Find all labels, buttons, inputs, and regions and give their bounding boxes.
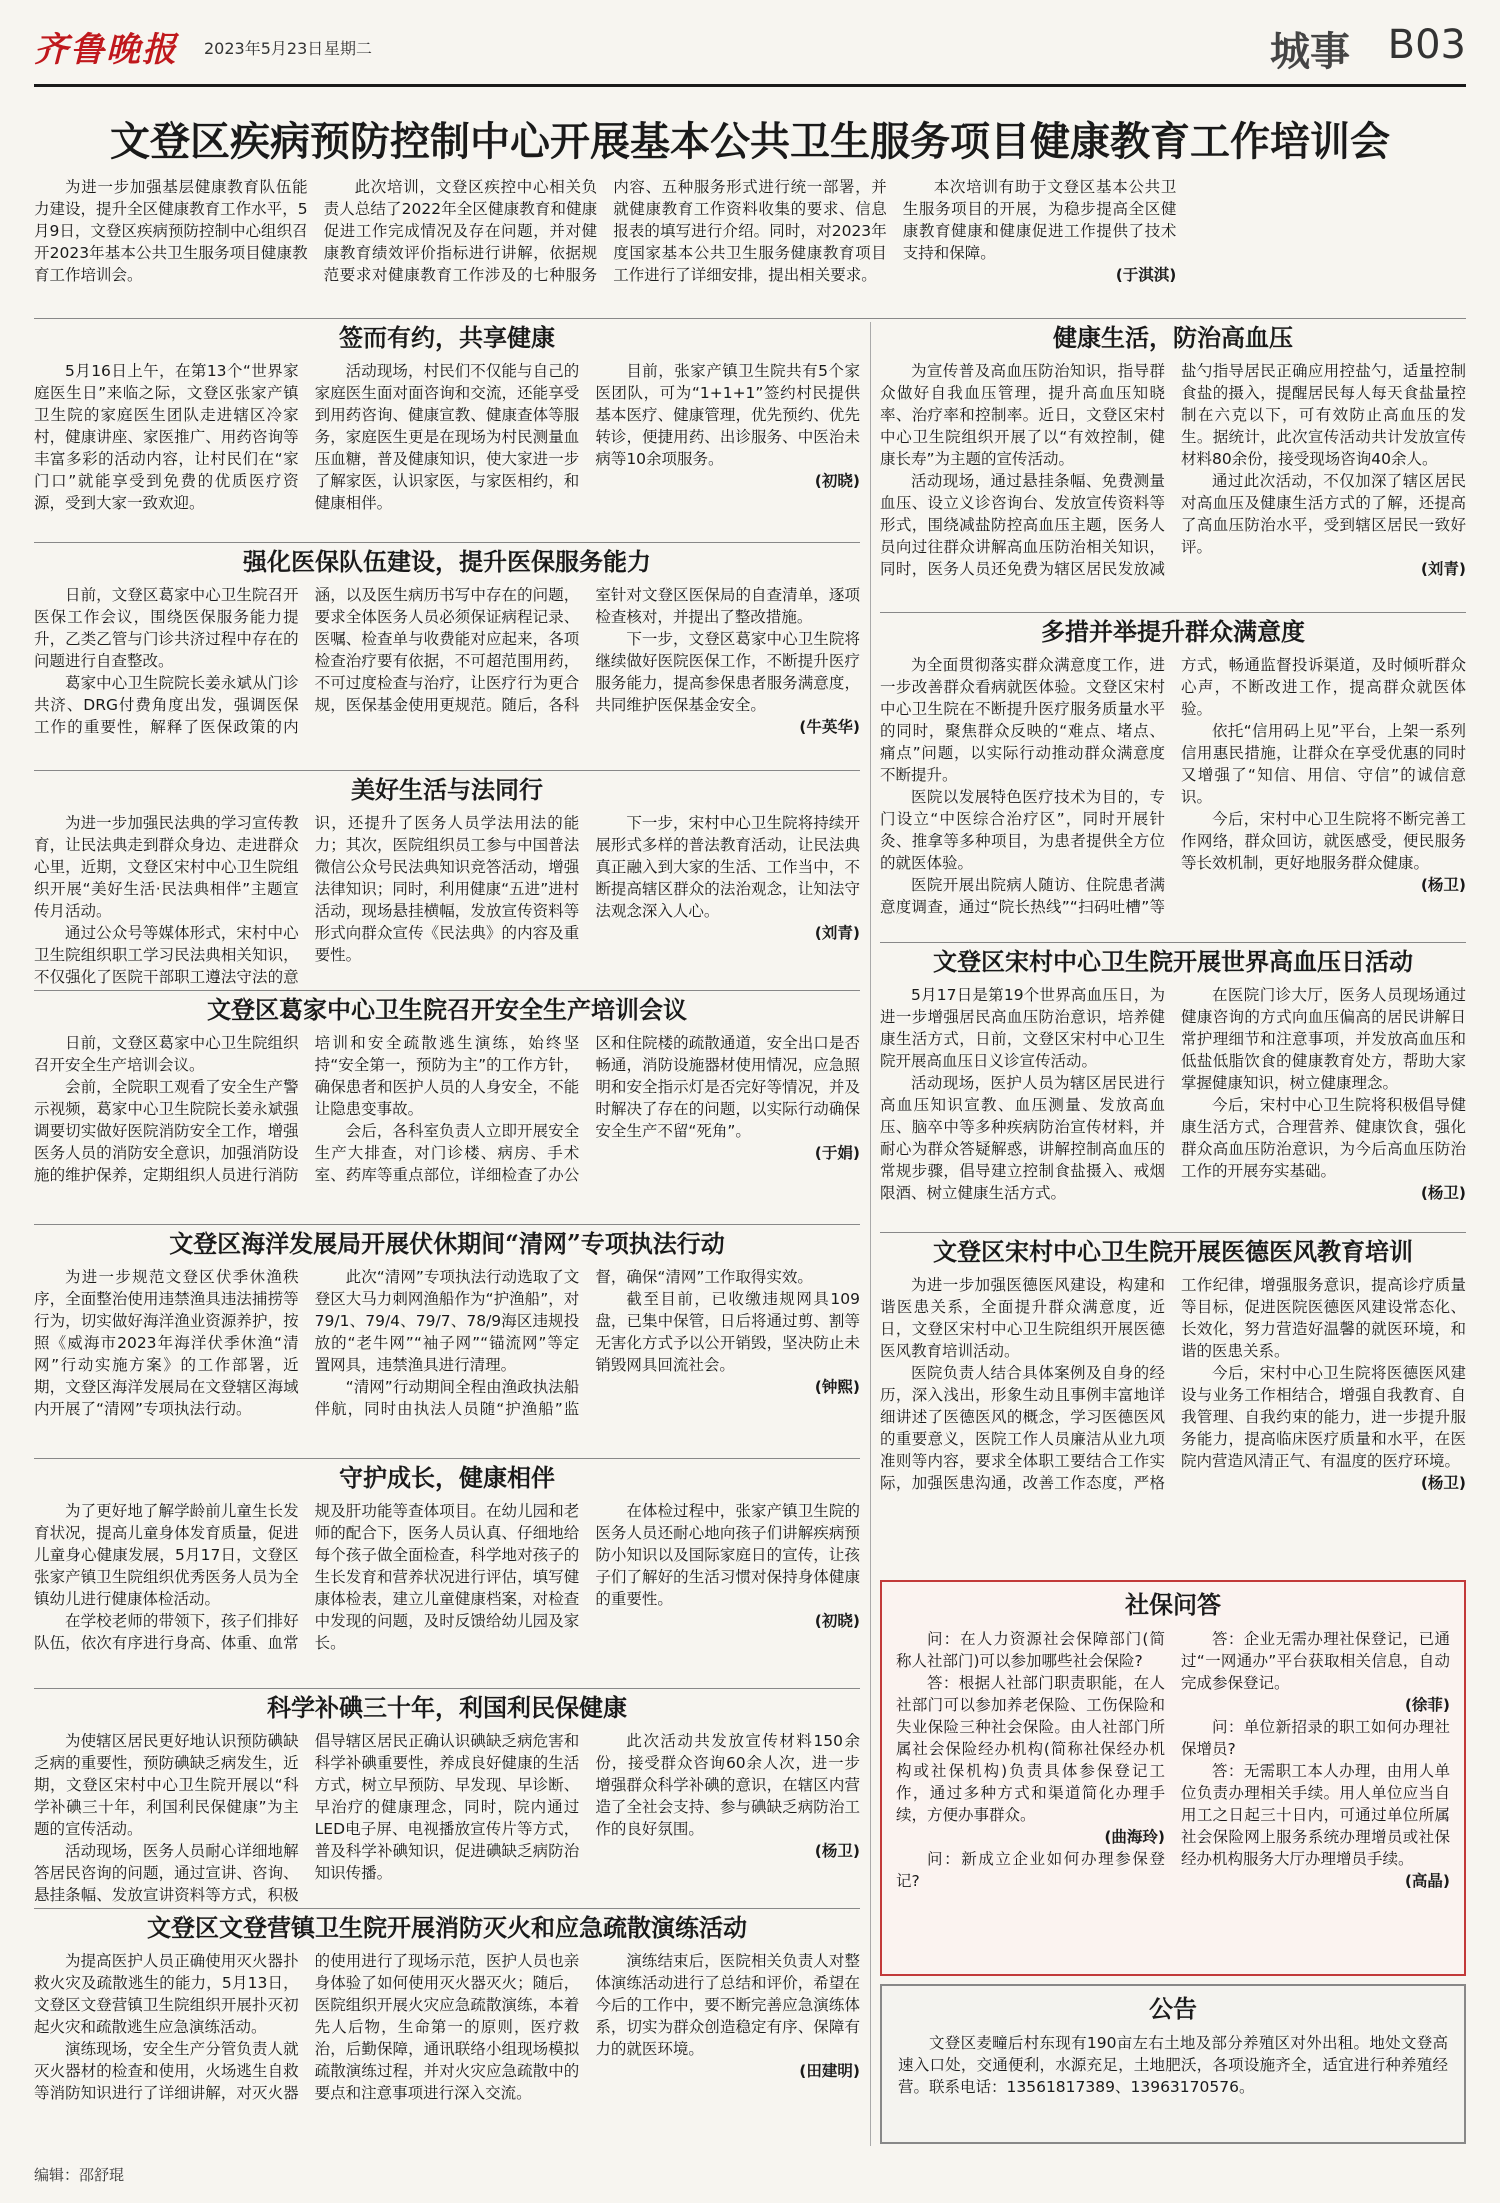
paragraph: 演练现场，安全生产分管负责人就灭火器材的检查和使用，火场逃生自救等消防知识进行了详细讲解，对灭火器的使用进行了现场示范，医护人员也亲身体验了如何使用灭火器灭火；随后，医院组织开展火灾应急疏散演练，本着先人后物，生命第一的原则，医疗救治，后勤保障，通讯联络小组现场模拟疏散演练过程，并对火灾应急疏散中的要点和注意事项进行深入交流。	[34, 1952, 580, 2102]
byline: (刘青)	[1420, 560, 1466, 578]
article	[34, 1462, 860, 1684]
article-title: 签而有约，共享健康	[339, 323, 555, 352]
editor-credit: 编辑：邵舒琨	[34, 2166, 125, 2184]
article-body	[34, 584, 860, 738]
qa-answer: 答：根据人社部门职责职能，在人社部门可以参加养老保险、工伤保险和失业保险三种社会保险。由人社部门所属社会保险经办机构(简称社保经办机构或社保机构)负责具体参保登记工作，通过多种方式和渠道简化办理手续，方便办事群众。	[896, 1674, 1165, 1824]
byline: (杨卫)	[1420, 1184, 1466, 1202]
article-title: 文登区宋村中心卫生院开展世界高血压日活动	[933, 947, 1413, 976]
article	[34, 546, 860, 768]
article	[34, 1912, 860, 2148]
qa-body	[882, 1628, 1464, 1958]
byline: (于淇淇)	[1115, 266, 1177, 284]
paragraph: 活动现场，村民们不仅能与自己的家庭医生面对面咨询和交流，还能享受到用药咨询、健康宣教、健康查体等服务，家庭医生更是在现场为村民测量血压血糖，普及健康知识，使大家进一步了解家医，认识家医，与家医相约，和健康相伴。	[314, 362, 580, 512]
paragraph: 为进一步加强民法典的学习宣传教育，让民法典走到群众身边、走进群众心里，近期，文登区宋村中心卫生院组织开展“美好生活·民法典相伴”主题宣传月活动。	[34, 814, 299, 920]
article	[34, 322, 860, 538]
article-body	[880, 984, 1466, 1204]
paragraph: 会后，各科室负责人立即开展安全生产大排查，对门诊楼、病房、手术室、药库等重点部位，详细检查了办公区和住院楼的疏散通道，安全出口是否畅通，消防设施器材使用情况，应急照明和安全指示灯是否完好等情况，并及时解决了存在的问题，以实际行动确保安全生产不留“死角”。	[314, 1034, 860, 1184]
article-title: 健康生活，防治高血压	[1053, 323, 1293, 352]
lead-paragraph: 此次培训，文登区疾控中心相关负责人总结了2022年全区健康教育和健康促进工作完成情况及存在问题，并对健康教育绩效评价指标进行讲解，依据规范要求对健康教育工作涉及的七种服务内容、五种服务形式进行统一部署，并就健康教育工作资料收集的要求、信息报表的填写进行介绍。同时，对2023年度国家基本公共卫生服务健康教育项目工作进行了详细安排，提出相关要求。	[323, 178, 887, 284]
byline: (刘青)	[814, 924, 860, 942]
paragraph: 葛家中心卫生院院长姜永斌从门诊共济、DRG付费角度出发，强调医保工作的重要性，解释了医保政策的内涵，以及医生病历书写中存在的问题，要求全体医务人员必须保证病程记录、医嘱、检查单与收费能对应起来，各项检查治疗要有依据，不可超范围用药，不可过度检查与治疗，让医疗行为更合规，医保基金使用更规范。随后，各科室针对文登区医保局的自查清单，逐项检查核对，并提出了整改措施。	[34, 586, 860, 736]
divider	[880, 942, 1466, 943]
qa-title: 社保问答	[1125, 1590, 1221, 1619]
article-body	[34, 812, 860, 986]
paragraph: 通过此次活动，不仅加深了辖区居民对高血压及健康生活方式的了解，还提高了高血压防治水平，受到辖区居民一致好评。	[1181, 472, 1466, 556]
paragraph: 活动现场，医护人员为辖区居民进行高血压知识宣教、血压测量、发放高血压、脑卒中等多种疾病防治宣传材料，并耐心为群众答疑解惑，讲解控制高血压的常规步骤，倡导建立控制食盐摄入、戒烟限酒、树立健康生活方式。	[880, 1074, 1165, 1202]
article-body	[880, 1274, 1466, 1494]
paragraph: 医院开展出院病人随访、住院患者满意度调查，通过“院长热线”“扫码吐槽”等方式，畅通监督投诉渠道，及时倾听群众心声，不断改进工作，提高群众就医体验。	[880, 656, 1466, 916]
article-title: 强化医保队伍建设，提升医保服务能力	[243, 547, 651, 576]
paragraph: 活动现场，医务人员耐心详细地解答居民咨询的问题，通过宣讲、咨询、悬挂条幅、发放宣讲资料等方式，积极倡导辖区居民正确认识碘缺乏病危害和科学补碘重要性，养成良好健康的生活方式，树立早预防、早发现、早诊断、早治疗的健康理念，同时，院内通过LED电子屏、电视播放宣传片等方式，普及科学补碘知识，促进碘缺乏病防治知识传播。	[34, 1732, 580, 1904]
main-headline: 文登区疾病预防控制中心开展基本公共卫生服务项目健康教育工作培训会	[110, 118, 1390, 165]
issue-date: 2023年5月23日	[204, 39, 324, 58]
paragraph: 通过公众号等媒体形式，宋村中心卫生院组织职工学习民法典相关知识，不仅强化了医院干部职工遵法守法的意识，还提升了医务人员学法用法的能力；其次，医院组织员工参与中国普法微信公众号民法典知识竞答活动，增强法律知识；同时，利用健康“五进”进村活动，现场悬挂横幅，发放宣传资料等形式向群众宣传《民法典》的内容及重要性。	[34, 814, 580, 986]
article-body	[880, 360, 1466, 580]
paragraph: 目前，张家产镇卫生院共有5个家医团队，可为“1+1+1”签约村民提供基本医疗、健康管理，优先预约、优先转诊，便捷用药、出诊服务、中医治未病等10余项服务。	[595, 362, 860, 468]
paragraph: 下一步，文登区葛家中心卫生院将继续做好医院医保工作，不断提升医疗服务能力，提高参保患者服务满意度，共同维护医保基金安全。	[595, 630, 860, 714]
paragraph: 日前，文登区葛家中心卫生院组织召开安全生产培训会议。	[34, 1034, 299, 1074]
byline: (牛英华)	[799, 718, 860, 736]
divider	[880, 1232, 1466, 1233]
paragraph: 此次“清网”专项执法行动选取了文登区大马力刺网渔船作为“护渔船”，对79/1、79/4、79/7、78/9海区违规投放的“老牛网”“袖子网”“锚流网”等定置网具，违禁渔具进行清理。	[314, 1268, 580, 1374]
paragraph: 医院以发展特色医疗技术为目的，专门设立“中医综合治疗区”，同时开展针灸、推拿等多种项目，为患者提供全方位的就医体验。	[880, 788, 1165, 872]
qa-answer: 答：无需职工本人办理，由用人单位负责办理相关手续。用人单位应当自用工之日起三十日内，可通过单位所属社会保险网上服务系统办理增员或社保经办机构服务大厅办理增员手续。	[1181, 1762, 1450, 1868]
paragraph: 为了更好地了解学龄前儿童生长发育状况，提高儿童身体发育质量，促进儿童身心健康发展，5月17日，文登区张家产镇卫生院组织优秀医务人员为全镇幼儿进行健康体检活动。	[34, 1502, 299, 1608]
article-title: 文登区海洋发展局开展伏休期间“清网”专项执法行动	[169, 1229, 725, 1258]
article-title: 文登区宋村中心卫生院开展医德医风教育培训	[933, 1237, 1413, 1266]
article-title: 多措并举提升群众满意度	[1041, 617, 1305, 646]
article-title: 文登区葛家中心卫生院召开安全生产培训会议	[207, 995, 687, 1024]
divider	[34, 1458, 860, 1459]
paragraph: 在医院门诊大厅，医务人员现场通过健康咨询的方式向血压偏高的居民讲解日常护理细节和注意事项，并发放高血压和低盐低脂饮食的健康教育处方，帮助大家掌握健康知识，树立健康理念。	[1181, 986, 1466, 1092]
paragraph: 今后，宋村中心卫生院将医德医风建设与业务工作相结合，增强自我教育、自我管理、自我约束的能力，进一步提升服务能力，提高临床医疗质量和水平，在医院内营造风清正气、有温度的医疗环境。	[1181, 1364, 1466, 1470]
paragraph: “清网”行动期间全程由渔政执法船伴航，同时由执法人员随“护渔船”监督，确保“清网”工作取得实效。	[314, 1268, 813, 1418]
paragraph: 为全面贯彻落实群众满意度工作，进一步改善群众看病就医体验。文登区宋村中心卫生院在不断提升医疗服务质量水平的同时，聚焦群众反映的“难点、堵点、痛点”问题，以实际行动推动群众满意度不断提升。	[880, 656, 1165, 784]
paragraph: 在学校老师的带领下，孩子们排好队伍，依次有序进行身高、体重、血常规及肝功能等查体项目。在幼儿园和老师的配合下，医务人员认真、仔细地给每个孩子做全面检查，科学地对孩子的生长发育和营养状况进行评估，填写健康体检表，建立儿童健康档案，对检查中发现的问题，及时反馈给幼儿园及家长。	[34, 1502, 580, 1652]
qa-question: 问：新成立企业如何办理参保登记?	[896, 1850, 1165, 1890]
article-title: 科学补碘三十年，利国利民保健康	[267, 1693, 627, 1722]
article	[34, 994, 860, 1220]
divider	[34, 1688, 860, 1689]
article-body	[34, 1266, 860, 1420]
paragraph: 今后，宋村中心卫生院将不断完善工作网络，群众回访，就医感受，便民服务等长效机制，更好地服务群众健康。	[1181, 810, 1466, 872]
paragraph: 为宣传普及高血压防治知识，指导群众做好自我血压管理，提升高血压知晓率、治疗率和控制率。近日，文登区宋村中心卫生院组织开展了以“有效控制，健康长寿”为主题的宣传活动。	[880, 362, 1165, 468]
notice-text: 文登区麦疃后村东现有190亩左右土地及部分养殖区对外出租。地处文登高速入口处，交通便利，水源充足，土地肥沃，各项设施齐全，适宜进行种养殖经营。联系电话：13561817389、13963170576。	[898, 2034, 1448, 2096]
lead-paragraph: 为进一步加强基层健康教育队伍能力建设，提升全区健康教育工作水平，5月9日，文登区疾病预防控制中心组织召开2023年基本公共卫生服务项目健康教育工作培训会。	[34, 178, 308, 284]
paragraph: 医院负责人结合具体案例及自身的经历，深入浅出，形象生动且事例丰富地详细讲述了医德医风的概念，学习医德医风的重要意义，医院工作人员廉洁从业九项准则等内容，要求全体职工要结合工作实际，加强医患沟通，改善工作态度，严格工作纪律，增强服务意识，提高诊疗质量等目标，促进医院医德医风建设常态化、长效化，努力营造好温馨的就医环境，和谐的医患关系。	[880, 1276, 1466, 1492]
byline: (初晓)	[814, 472, 860, 490]
article-body	[34, 1032, 860, 1186]
divider	[34, 770, 860, 771]
divider	[34, 542, 860, 543]
paragraph: 下一步，宋村中心卫生院将持续开展形式多样的普法教育活动，让民法典真正融入到大家的生活、工作当中，不断提高辖区群众的法治观念，让知法守法观念深入人心。	[595, 814, 860, 920]
article-title: 守护成长，健康相伴	[339, 1463, 555, 1492]
byline: (钟熙)	[814, 1378, 860, 1396]
byline: (曲海玲)	[1104, 1828, 1165, 1846]
byline: (杨卫)	[1420, 876, 1466, 894]
byline: (于娟)	[814, 1144, 860, 1162]
divider	[34, 1908, 860, 1909]
masthead	[34, 14, 1466, 87]
byline: (田建明)	[799, 2062, 860, 2080]
paragraph: 为提高医护人员正确使用灭火器扑救火灾及疏散逃生的能力，5月13日，文登区文登营镇卫生院组织开展扑灭初起火灾和疏散逃生应急演练活动。	[34, 1952, 299, 2036]
article	[880, 1236, 1466, 1568]
lead-article	[34, 176, 1466, 316]
qa-question: 问：单位新招录的职工如何办理社保增员?	[1181, 1718, 1450, 1758]
page-number: B03	[1387, 22, 1466, 68]
article	[880, 322, 1466, 608]
issue-weekday: 星期二	[324, 39, 373, 58]
divider	[34, 1224, 860, 1225]
divider	[880, 612, 1466, 613]
article-title: 文登区文登营镇卫生院开展消防灭火和应急疏散演练活动	[147, 1913, 747, 1942]
paragraph: 5月17日是第19个世界高血压日，为进一步增强居民高血压防治意识，培养健康生活方式，日前，文登区宋村中心卫生院开展高血压日义诊宣传活动。	[880, 986, 1165, 1070]
article	[34, 1228, 860, 1454]
article	[880, 616, 1466, 938]
paragraph: 会前，全院职工观看了安全生产警示视频，葛家中心卫生院院长姜永斌强调要切实做好医院消防安全工作，增强医务人员的消防安全意识，加强消防设施的维护保养，定期组织人员进行消防培训和安全疏散逃生演练，始终坚持“安全第一，预防为主”的工作方针，确保患者和医护人员的人身安全，不能让隐患变事故。	[34, 1034, 580, 1184]
newspaper-logo: 齐鲁晚报	[34, 30, 178, 70]
article-body	[34, 1950, 860, 2104]
article-body	[34, 1500, 860, 1654]
paragraph: 为使辖区居民更好地认识预防碘缺乏病的重要性，预防碘缺乏病发生，近期，文登区宋村中心卫生院开展以“科学补碘三十年，利国利民保健康”为主题的宣传活动。	[34, 1732, 299, 1838]
paragraph: 为进一步规范文登区伏季休渔秩序，全面整治使用违禁渔具违法捕捞等行为，切实做好海洋渔业资源养护，按照《威海市2023年海洋伏季休渔“清网”行动实施方案》的工作部署，近期，文登区海洋发展局在文登辖区海域内开展了“清网”专项执法行动。	[34, 1268, 299, 1418]
article	[880, 946, 1466, 1228]
section-name: 城事	[1270, 29, 1350, 75]
qa-question: 问：在人力资源社会保障部门(简称人社部门)可以参加哪些社会保险?	[896, 1630, 1165, 1670]
article-body	[34, 360, 860, 514]
lead-body	[34, 176, 1466, 286]
divider	[34, 318, 1466, 319]
paragraph: 活动现场，通过悬挂条幅、免费测量血压、设立义诊咨询台、发放宣传资料等形式，围绕减盐防控高血压主题，医务人员向过往群众讲解高血压防治相关知识，同时，医务人员还免费为辖区居民发放减盐勺指导居民正确应用控盐勺，适量控制食盐的摄入，提醒居民每人每天食盐量控制在六克以下，可有效防止高血压的发生。据统计，此次宣传活动共计发放宣传材料80余份，接受现场咨询40余人。	[880, 362, 1466, 578]
article	[34, 1692, 860, 1904]
paragraph: 在体检过程中，张家产镇卫生院的医务人员还耐心地向孩子们讲解疾病预防小知识以及国际家庭日的宣传，让孩子们了解好的生活习惯对保持身体健康的重要性。	[595, 1502, 860, 1608]
paragraph: 日前，文登区葛家中心卫生院召开医保工作会议，围绕医保服务能力提升，乙类乙管与门诊共济过程中存在的问题进行自查整改。	[34, 586, 299, 670]
byline: (徐菲)	[1404, 1696, 1450, 1714]
qa-box	[880, 1580, 1466, 1976]
byline: (杨卫)	[1420, 1474, 1466, 1492]
paragraph: 今后，宋村中心卫生院将积极倡导健康生活方式，合理营养、健康饮食，强化群众高血压防治意识，为今后高血压防治工作的开展夯实基础。	[1181, 1096, 1466, 1180]
column-divider	[870, 322, 871, 2146]
article	[34, 774, 860, 986]
byline: (杨卫)	[814, 1842, 860, 1860]
article-body	[34, 1730, 860, 1904]
notice-title: 公告	[1149, 1994, 1197, 2023]
paragraph: 依托“信用码上见”平台，上架一系列信用惠民措施，让群众在享受优惠的同时又增强了“知信、用信、守信”的诚信意识。	[1181, 722, 1466, 806]
paragraph: 5月16日上午，在第13个“世界家庭医生日”来临之际，文登区张家产镇卫生院的家庭医生团队走进辖区冷家村，健康讲座、家医推广、用药咨询等丰富多彩的活动内容，让村民们在“家门口”就能享受到免费的优质医疗资源，受到大家一致欢迎。	[34, 362, 299, 512]
byline: (初晓)	[814, 1612, 860, 1630]
article-body	[880, 654, 1466, 918]
paragraph: 演练结束后，医院相关负责人对整体演练活动进行了总结和评价，希望在今后的工作中，要不断完善应急演练体系，切实为群众创造稳定有序、保障有力的就医环境。	[595, 1952, 860, 2058]
divider	[34, 990, 860, 991]
notice-body	[882, 2032, 1464, 2098]
lead-paragraph: 本次培训有助于文登区基本公共卫生服务项目的开展，为稳步提高全区健康教育健康和健康促进工作提供了技术支持和保障。	[902, 178, 1177, 262]
qa-answer: 答：企业无需办理社保登记，已通过“一网通办”平台获取相关信息，自动完成参保登记。	[1181, 1630, 1450, 1692]
paragraph: 此次活动共发放宣传材料150余份，接受群众咨询60余人次，进一步增强群众科学补碘的意识，在辖区内营造了全社会支持、参与碘缺乏病防治工作的良好氛围。	[595, 1732, 860, 1838]
paragraph: 截至目前，已收缴违规网具109盘，已集中保管，日后将通过剪、割等无害化方式予以公开销毁，坚决防止未销毁网具回流社会。	[595, 1290, 860, 1374]
notice-box	[880, 1984, 1466, 2144]
paragraph: 为进一步加强医德医风建设，构建和谐医患关系，全面提升群众满意度，近日，文登区宋村中心卫生院组织开展医德医风教育培训活动。	[880, 1276, 1165, 1360]
byline: (高晶)	[1404, 1872, 1450, 1890]
article-title: 美好生活与法同行	[351, 775, 543, 804]
